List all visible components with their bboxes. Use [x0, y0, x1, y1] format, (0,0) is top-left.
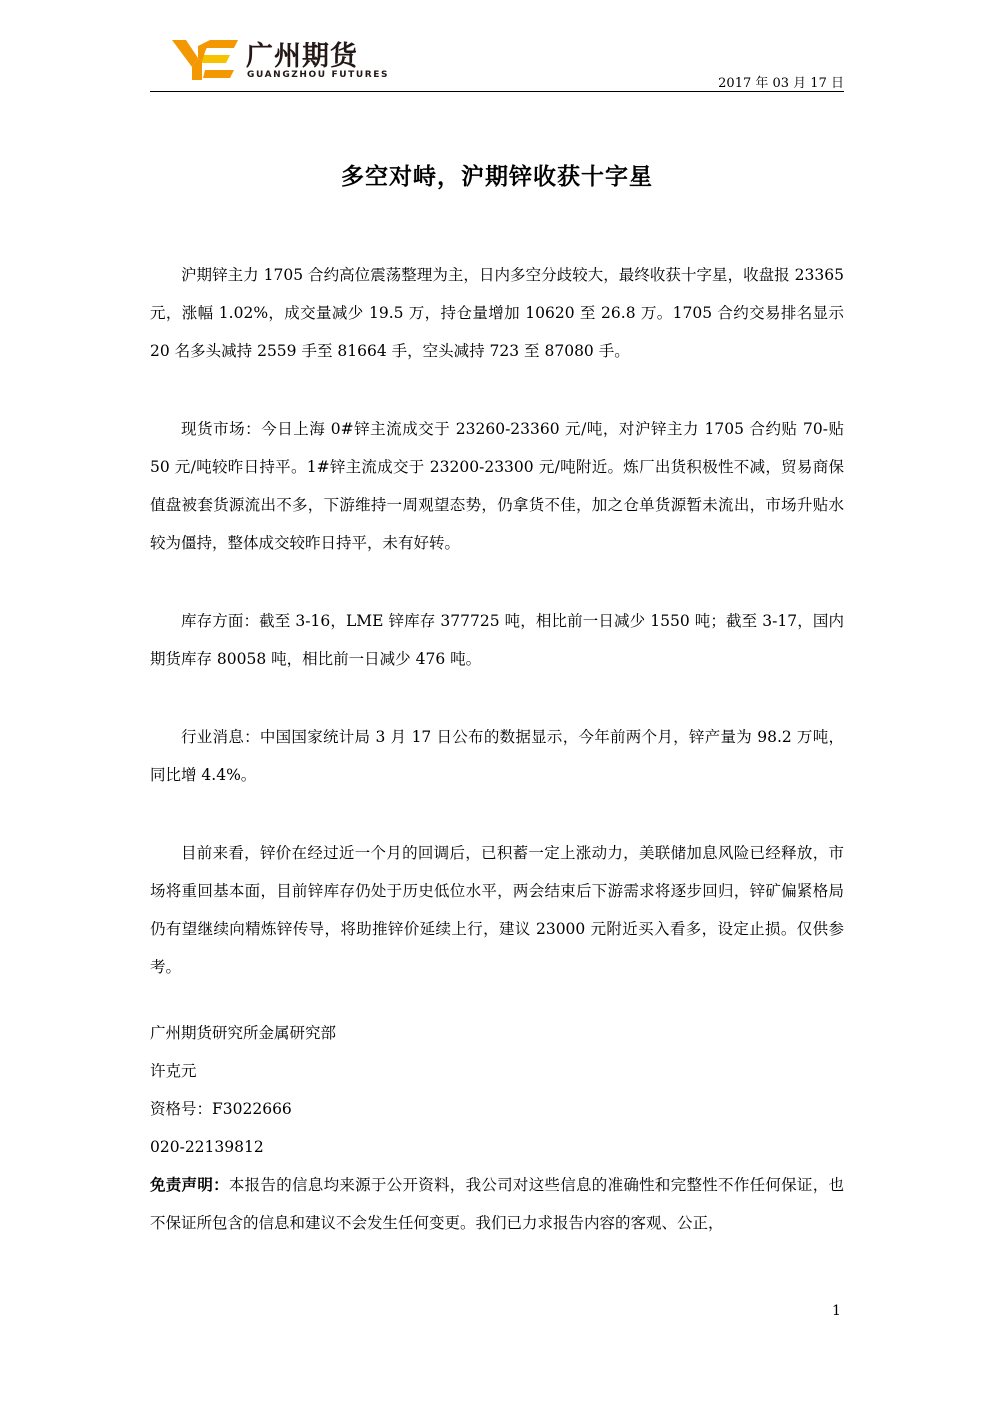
page-title: 多空对峙，沪期锌收获十字星 — [341, 164, 653, 190]
signature-author: 许克元 — [150, 1062, 197, 1080]
guangzhou-futures-logo-icon — [172, 40, 238, 80]
disclaimer-text: 本报告的信息均来源于公开资料，我公司对这些信息的准确性和完整性不作任何保证，也不保证所包含的信息和建议不会发生任何变更。我们已力求报告内容的客观、公正， — [150, 1176, 844, 1232]
header-divider — [150, 91, 844, 92]
page-header — [150, 30, 844, 92]
paragraph-outlook: 目前来看，锌价在经过近一个月的回调后，已积蓄一定上涨动力，美联储加息风险已经释放，市场将重回基本面，目前锌库存仍处于历史低位水平，两会结束后下游需求将逐步回归，锌矿偏紧格局仍有望继续向精炼锌传导，将助推锌价延续上行，建议 23000 元附近买入看多，设定止损。仅供参考。 — [150, 844, 844, 976]
report-date: 2017 年 03 月 17 日 — [718, 76, 844, 91]
brand-name-cn: 广州期货 — [246, 41, 358, 72]
paragraph-inventory: 库存方面：截至 3-16，LME 锌库存 377725 吨，相比前一日减少 1550 吨；截至 3-17，国内期货库存 80058 吨，相比前一日减少 476 吨。 — [150, 612, 844, 668]
disclaimer — [150, 1166, 844, 1242]
paragraph-market-summary: 沪期锌主力 1705 合约高位震荡整理为主，日内多空分歧较大，最终收获十字星，收盘报 23365 元，涨幅 1.02%，成交量减少 19.5 万，持仓量增加 10620 至 26.8 万。1705 合约交易排名显示 20 名多头减持 2559 手至 81664 手，空头减持 723 至 87080 手。 — [150, 266, 844, 360]
paragraph-spot-market: 现货市场：今日上海 0#锌主流成交于 23260-23360 元/吨，对沪锌主力 1705 合约贴 70-贴 50 元/吨较昨日持平。1#锌主流成交于 23200-23300 元/吨附近。炼厂出货积极性不减，贸易商保值盘被套货源流出不多，下游维持一周观望态势，仍拿货不佳，加之仓单货源暂未流出，市场升贴水较为僵持，整体成交较昨日持平，未有好转。 — [150, 420, 844, 552]
signature-department: 广州期货研究所金属研究部 — [150, 1024, 337, 1042]
disclaimer-label: 免责声明： — [150, 1176, 229, 1194]
brand-name-en: GUANGZHOU FUTURES — [247, 70, 390, 80]
signature-phone: 020-22139812 — [150, 1138, 264, 1156]
report-body — [150, 256, 844, 1242]
signature-license: 资格号：F3022666 — [150, 1100, 292, 1118]
page-number: 1 — [832, 1303, 841, 1319]
paragraph-industry-news: 行业消息：中国国家统计局 3 月 17 日公布的数据显示，今年前两个月，锌产量为 98.2 万吨，同比增 4.4%。 — [150, 728, 844, 784]
